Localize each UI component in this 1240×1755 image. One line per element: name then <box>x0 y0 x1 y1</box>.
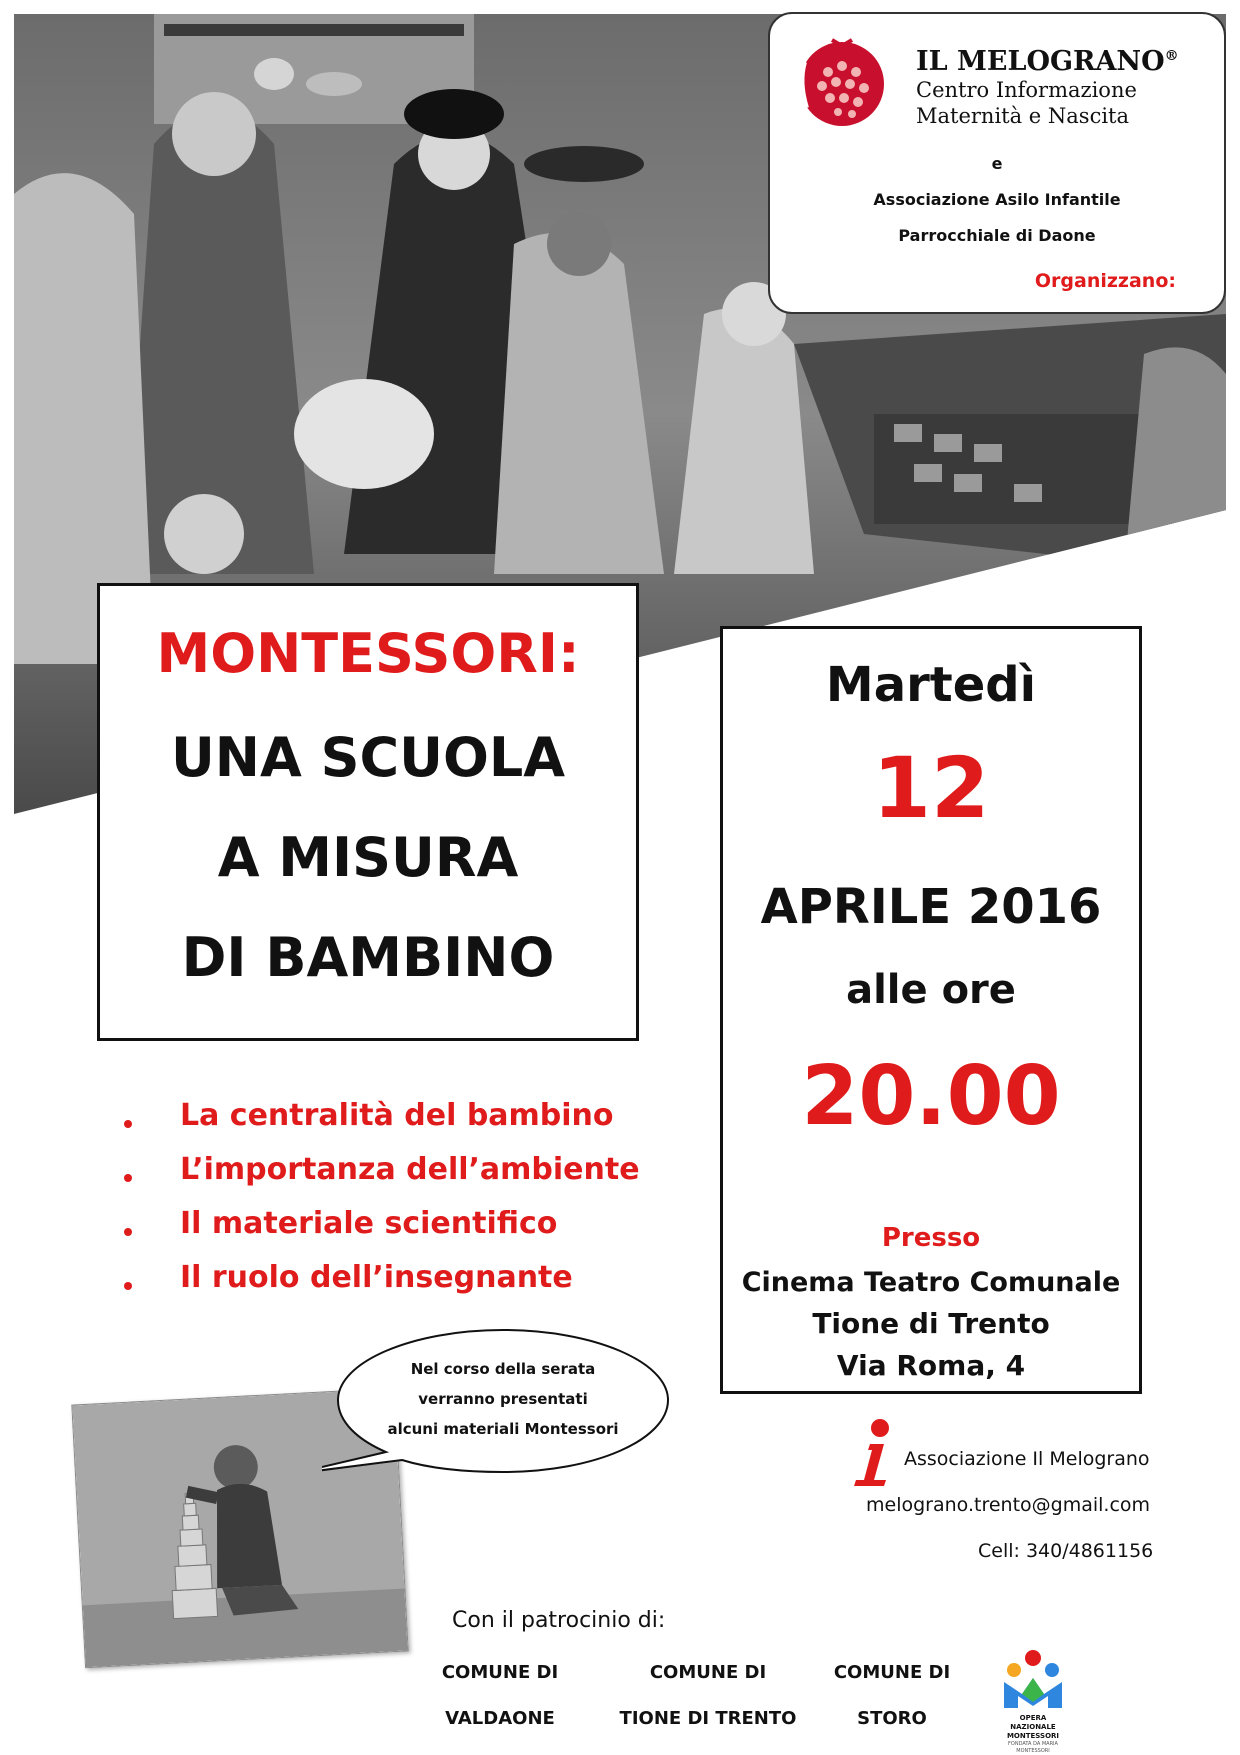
brand-subtitle-line1: Centro Informazione <box>916 78 1137 102</box>
comune-valdaone-line2: VALDAONE <box>445 1708 555 1729</box>
comune-valdaone-line1: COMUNE DI <box>441 1662 559 1683</box>
title-line1: MONTESSORI: <box>156 622 580 685</box>
contact-phone: Cell: 340/4861156 <box>978 1540 1154 1562</box>
bubble-line2: verranno presentati <box>418 1390 588 1408</box>
comune-tione-line2: TIONE DI TRENTO <box>619 1708 797 1729</box>
organizer-box <box>768 12 1226 314</box>
bullet-icon <box>124 1282 132 1290</box>
association-line1: Associazione Asilo Infantile <box>873 190 1121 209</box>
event-time: 20.00 <box>801 1049 1061 1144</box>
title-line3: A MISURA <box>217 826 519 889</box>
opera-logo-line2: MONTESSORI <box>1006 1732 1060 1740</box>
opera-logo-line1: OPERA NAZIONALE <box>1010 1714 1056 1731</box>
comune-storo-line1: COMUNE DI <box>833 1662 951 1683</box>
contact-association: Associazione Il Melograno <box>904 1448 1150 1470</box>
bullet-icon <box>124 1228 132 1236</box>
organizers-action: Organizzano: <box>1034 270 1176 292</box>
bullet-icon <box>124 1120 132 1128</box>
brand-subtitle-line2: Maternità e Nascita <box>916 104 1130 128</box>
title-line2: UNA SCUOLA <box>170 726 566 789</box>
title-box <box>97 583 639 1041</box>
event-month-year: APRILE 2016 <box>760 879 1102 935</box>
patronage-title: Con il patrocinio di: <box>452 1608 666 1633</box>
speech-bubble <box>322 1326 684 1476</box>
bullet-icon <box>124 1174 132 1182</box>
bubble-line1: Nel corso della serata <box>410 1360 596 1378</box>
event-venue-prefix: Presso <box>881 1223 981 1253</box>
info-icon <box>848 1418 898 1494</box>
event-time-prefix: alle ore <box>846 967 1016 1013</box>
contact-email[interactable]: melograno.trento@gmail.com <box>866 1494 1151 1516</box>
montessori-figures-icon <box>996 1648 1070 1710</box>
event-weekday: Martedì <box>825 657 1037 713</box>
organizers-conjunction: e <box>991 154 1003 173</box>
bubble-line3: alcuni materiali Montessori <box>387 1420 619 1438</box>
event-day: 12 <box>872 739 990 837</box>
brand-name: IL MELOGRANO® <box>916 46 1179 77</box>
pomegranate-logo-icon <box>792 32 892 132</box>
event-venue-line3: Via Roma, 4 <box>836 1349 1026 1382</box>
event-venue-line2: Tione di Trento <box>812 1307 1050 1340</box>
comune-storo-line2: STORO <box>857 1708 927 1729</box>
comune-tione-line1: COMUNE DI <box>649 1662 767 1683</box>
event-venue-line1: Cinema Teatro Comunale <box>741 1267 1121 1298</box>
title-line4: DI BAMBINO <box>181 926 555 989</box>
association-line2: Parrocchiale di Daone <box>898 226 1096 245</box>
opera-logo-line3: FONDATA DA MARIA MONTESSORI <box>1008 1741 1058 1754</box>
event-date-box <box>720 626 1142 1394</box>
opera-montessori-logo <box>996 1648 1070 1754</box>
